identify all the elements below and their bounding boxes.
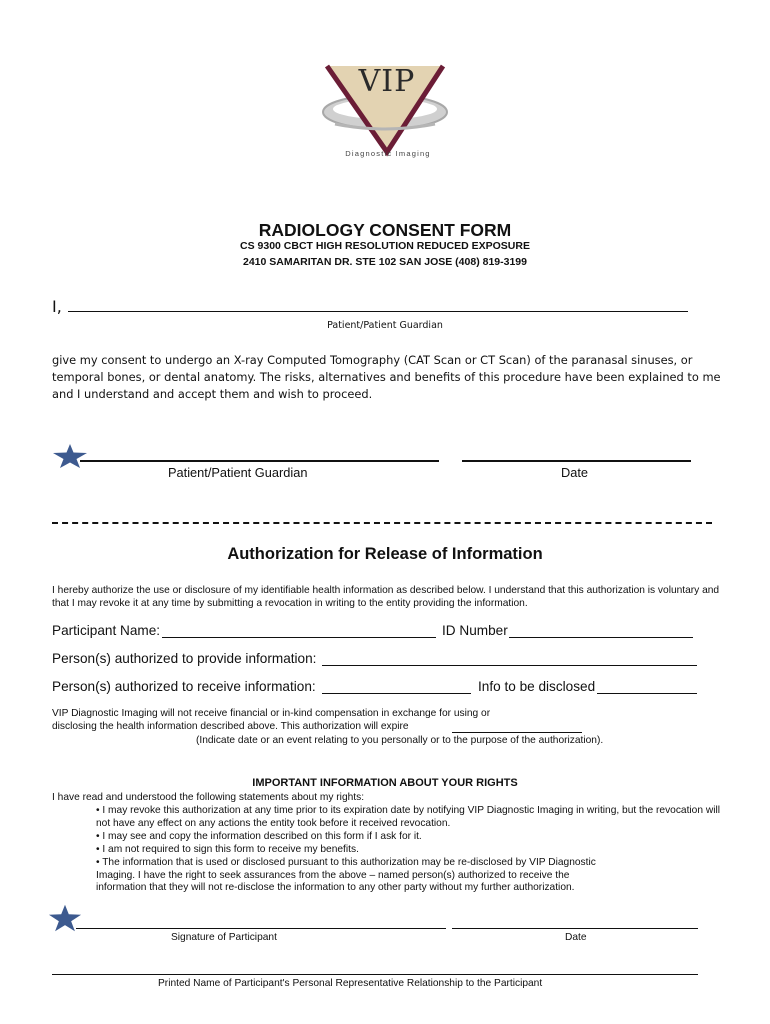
id-number-label: ID Number	[442, 623, 508, 638]
representative-label: Printed Name of Participant's Personal Representative Relationship to the Participant	[158, 978, 543, 989]
participant-signature-line[interactable]	[76, 928, 446, 929]
patient-signature-line[interactable]	[80, 460, 439, 462]
rights-bullet-3: • I am not required to sign this form to receive my benefits.	[96, 844, 359, 855]
consent-paragraph: give my consent to undergo an X-ray Computed Tomography (CAT Scan or CT Scan) of the paranasal sinuses, or temporal bones, or dental anatomy. The risks, alternatives and benefits of this procedure have been explained to me and I understand and accept them and wish to proceed.	[52, 353, 721, 401]
logo-tagline: Diagnostic Imaging	[345, 149, 431, 158]
form-title: RADIOLOGY CONSENT FORM	[258, 220, 512, 240]
compensation-line-3: (Indicate date or an event relating to you personally or to the purpose of the authorization).	[196, 735, 604, 746]
rights-bullet-2: • I may see and copy the information described on this form if I ask for it.	[96, 831, 422, 842]
expiration-field[interactable]	[452, 732, 582, 733]
patient-name-caption: Patient/Patient Guardian	[327, 320, 443, 331]
participant-date-line[interactable]	[452, 928, 698, 929]
form-subtitle-equipment: CS 9300 CBCT HIGH RESOLUTION REDUCED EXPOSURE	[240, 240, 530, 252]
participant-date-label: Date	[565, 932, 587, 943]
provide-info-label: Person(s) authorized to provide information:	[52, 651, 317, 666]
receive-info-field[interactable]	[322, 693, 471, 694]
representative-line[interactable]	[52, 974, 698, 975]
compensation-line-1: VIP Diagnostic Imaging will not receive financial or in-kind compensation in exchange for using or	[52, 708, 491, 719]
participant-signature-label: Signature of Participant	[171, 932, 277, 943]
rights-bullet-1: • I may revoke this authorization at any time prior to its expiration date by notifying VIP Diagnostic Imaging in writing, but the revocation will not have any effect on any actions the entity took before it received revocation.	[96, 805, 720, 829]
info-disclosed-label: Info to be disclosed	[478, 679, 596, 694]
participant-name-label: Participant Name:	[52, 623, 161, 638]
rights-heading: IMPORTANT INFORMATION ABOUT YOUR RIGHTS	[252, 777, 518, 789]
patient-date-line[interactable]	[462, 460, 691, 462]
logo-text: VIP	[358, 64, 416, 99]
patient-date-label: Date	[561, 465, 589, 480]
signature-star-icon	[52, 443, 88, 469]
section-divider	[52, 522, 712, 524]
compensation-line-2: disclosing the health information described above. This authorization will expire	[52, 721, 409, 732]
release-heading: Authorization for Release of Information	[227, 545, 543, 563]
rights-bullet-4: • The information that is used or disclosed pursuant to this authorization may be re-disclosed by VIP Diagnostic Imaging. I have the right to seek assurances from the above – named person(s) authorized to receive the information that they will not re-disclose the information to any other party without my further authorization.	[96, 857, 596, 893]
consent-i-prefix: I,	[52, 297, 62, 316]
participant-name-field[interactable]	[162, 637, 436, 638]
form-subtitle-address: 2410 SAMARITAN DR. STE 102 SAN JOSE (408) 819-3199	[242, 256, 527, 268]
provide-info-field[interactable]	[322, 665, 697, 666]
release-intro: I hereby authorize the use or disclosure of my identifiable health information as described below. I understand that this authorization is voluntary and that I may revoke it at any time by submitting a revocation in writing to the entity providing the information.	[52, 585, 720, 609]
rights-intro: I have read and understood the following statements about my rights:	[52, 792, 365, 803]
receive-info-label: Person(s) authorized to receive information:	[52, 679, 316, 694]
patient-signature-label: Patient/Patient Guardian	[168, 465, 308, 480]
id-number-field[interactable]	[509, 637, 693, 638]
info-disclosed-field[interactable]	[597, 693, 697, 694]
patient-name-line[interactable]	[68, 311, 688, 312]
